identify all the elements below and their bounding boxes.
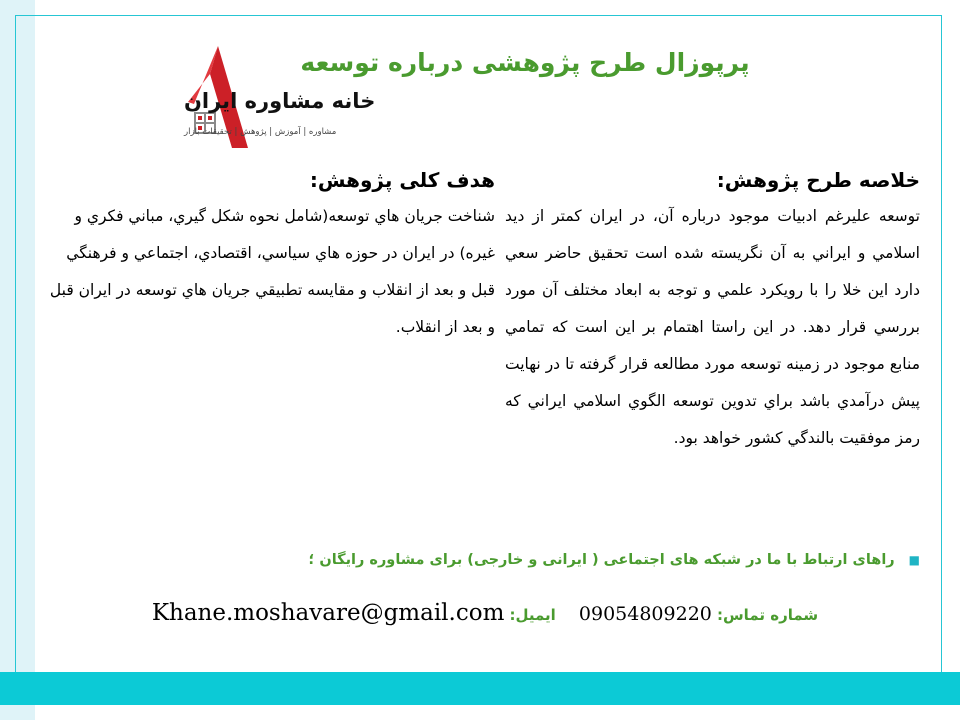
page-title: پرپوزال طرح پژوهشی درباره توسعه [300, 48, 750, 77]
logo [70, 44, 376, 152]
email-label: ایمیل: [509, 606, 556, 624]
bottom-bar [0, 672, 960, 705]
summary-heading: خلاصه طرح پژوهش: [716, 168, 920, 192]
logo-subtext: مشاوره | آموزش | پژوهش | تحقیقات بازار [184, 127, 337, 137]
social-contact-text: راهای ارتباط با ما در شبکه های اجتماعی ( ایرانی و خارجی) برای مشاوره رایگان ؛ [308, 552, 895, 568]
goal-heading: هدف کلی پژوهش: [309, 168, 495, 192]
goal-section [40, 168, 495, 346]
phone-label: شماره تماس: [716, 606, 819, 624]
phone-number[interactable]: 09054809220 [578, 603, 712, 625]
contact-info [150, 600, 820, 626]
summary-body: توسعه عليرغم ادبيات موجود درباره آن، در ايران كمتر از ديد اسلامي و ايراني به آن نگريسته شده است تحقيق حاضر سعي دارد اين خلا را با رويكرد علمي و توجه به ابعاد مختلف آن مورد بررسي قرار دهد. در اين راستا اهتمام بر اين است كه تمامي منابع موجود در زمينه توسعه مورد مطالعه قرار گرفته تا در نهايت پيش درآمدي باشد براي تدوين توسعه الگوي اسلامي ايراني كه رمز موفقيت بالندگي كشور خواهد بود. [505, 207, 920, 447]
email-address[interactable]: Khane.moshavare@gmail.com [151, 600, 505, 626]
logo-text: خانه مشاوره ایران [184, 89, 376, 113]
goal-body: شناخت جريان هاي توسعه(شامل نحوه شكل گيري، مباني فكري و غيره) در ايران در حوزه هاي سياسي، اقتصادي، اجتماعي و فرهنگي قبل و بعد از انقلاب و مقايسه تطبيقي جريان هاي توسعه در ايران قبل و بعد از انقلاب. [49, 207, 495, 336]
bullet-square-icon: ■ [908, 553, 920, 567]
social-contact-line [280, 552, 920, 568]
summary-section [505, 168, 920, 457]
